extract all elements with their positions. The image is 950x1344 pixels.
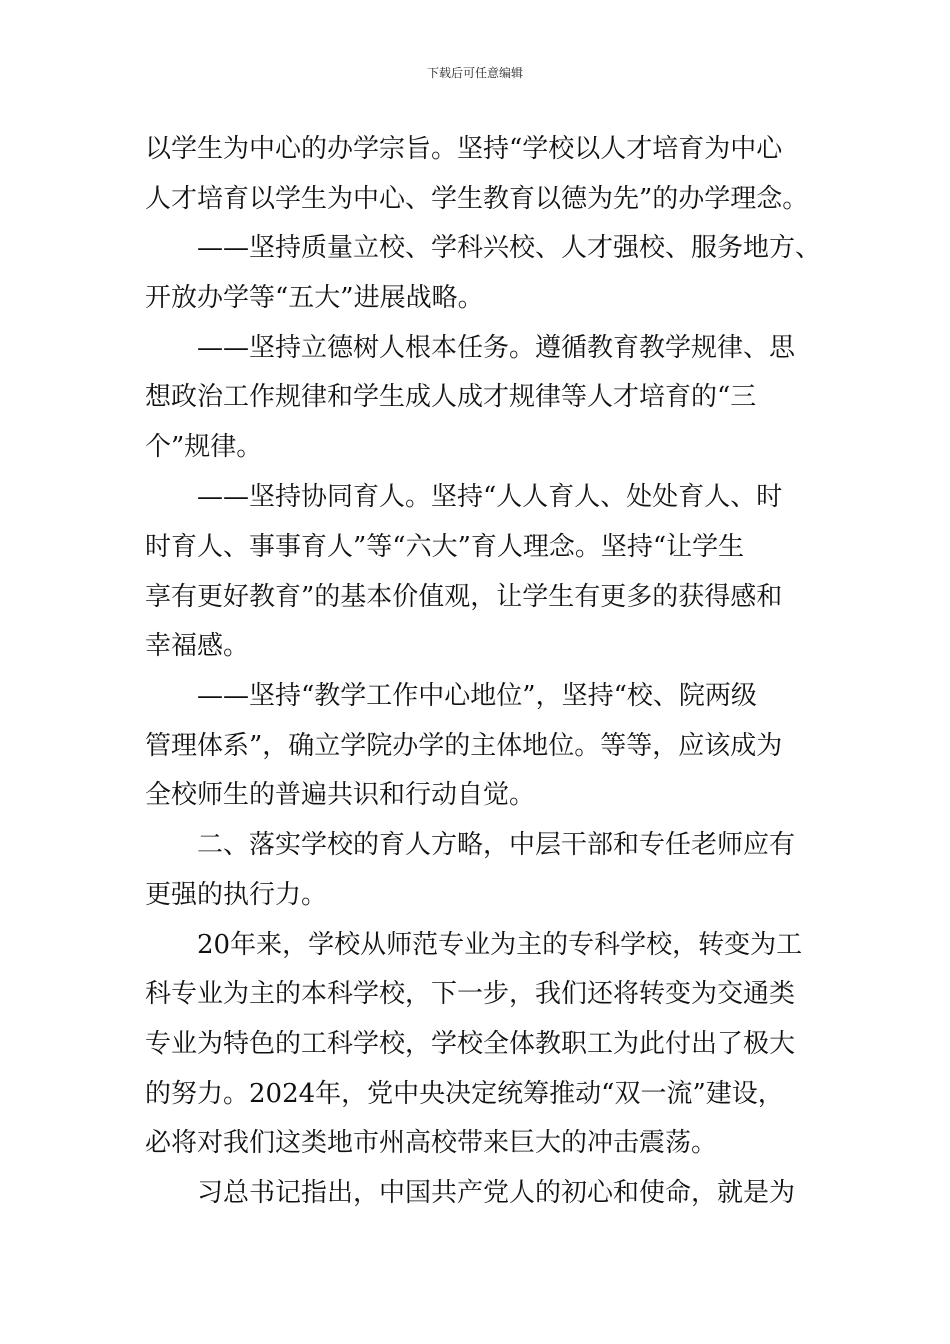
text-line: 个”规律。 (145, 432, 263, 462)
page-header: 下载后可任意编辑 (426, 66, 523, 80)
text-line: 二、落实学校的育人方略，中层干部和专任老师应有 (197, 830, 796, 860)
text-line: ——坚持“教学工作中心地位”，坚持“校、院两级 (197, 681, 757, 711)
text-line: ——坚持立德树人根本任务。遵循教育教学规律、思 (197, 333, 796, 363)
text-line: 幸福感。 (145, 631, 250, 661)
text-line: ——坚持质量立校、学科兴校、人才强校、服务地方、 (197, 233, 822, 263)
text-line: 必将对我们这类地市州高校带来巨大的冲击震荡。 (145, 1128, 718, 1158)
text-line: 科专业为主的本科学校，下一步，我们还将转变为交通类 (145, 979, 796, 1009)
text-line: 想政治工作规律和学生成人成才规律等人才培育的“三 (145, 382, 757, 412)
text-line: 人才培育以学生为中心、学生教育以德为先”的办学理念。 (145, 184, 809, 214)
text-line: 全校师生的普遍共识和行动自觉。 (145, 780, 536, 810)
text-line: 20年来，学校从师范专业为主的专科学校，转变为工 (197, 930, 803, 960)
text-line: 享有更好教育”的基本价值观，让学生有更多的获得感和 (145, 582, 783, 612)
text-line: 时育人、事事育人”等“六大”育人理念。坚持“让学生 (145, 532, 745, 562)
text-line: 的努力。2024年，党中央决定统筹推动“双一流”建设， (145, 1079, 784, 1109)
text-line: 更强的执行力。 (145, 880, 328, 910)
text-line: 专业为特色的工科学校，学校全体教职工为此付出了极大 (145, 1029, 796, 1059)
text-line: 开放办学等“五大”进展战略。 (145, 283, 484, 313)
text-line: 以学生为中心的办学宗旨。坚持“学校以人才培育为中心 (145, 134, 783, 164)
text-line: 习总书记指出，中国共产党人的初心和使命，就是为 (197, 1178, 796, 1208)
text-line: ——坚持协同育人。坚持“人人育人、处处育人、时 (197, 482, 783, 512)
text-line: 管理体系”，确立学院办学的主体地位。等等，应该成为 (145, 731, 783, 761)
